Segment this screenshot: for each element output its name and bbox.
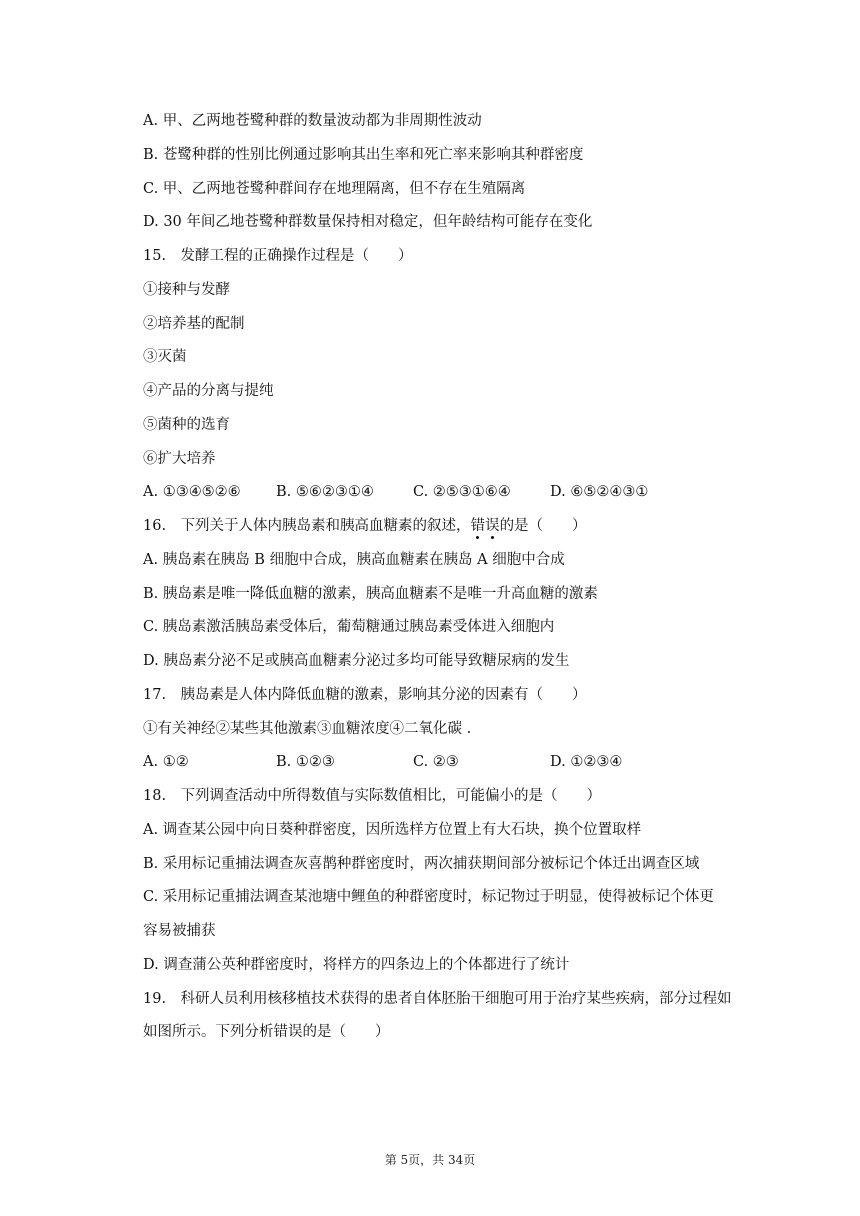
q16-option-a: A. 胰岛素在胰岛 B 细胞中合成，胰高血糖素在胰岛 A 细胞中合成 [143,552,565,568]
q16-stem [143,516,587,536]
q15-stem: 15. 发酵工程的正确操作过程是（ ） [143,248,413,264]
q19-stem-line-1: 19. 科研人员利用核移植技术获得的患者自体胚胎干细胞可用于治疗某些疾病，部分过程如 [143,991,732,1007]
q14-option-d: D. 30 年间乙地苍鹭种群数量保持相对稳定，但年龄结构可能存在变化 [143,214,593,230]
q17-factors: ①有关神经②某些其他激素③血糖浓度④二氧化碳 . [143,721,472,737]
q16-stem-end: 的是（ ） [499,518,587,534]
q16-emphasis-char-2: 误 [485,518,500,534]
q18-option-c-continued: 容易被捕获 [143,923,216,939]
q16-option-d: D. 胰岛素分泌不足或胰高血糖素分泌过多均可能导致糖尿病的发生 [143,653,570,669]
q18-option-b: B. 采用标记重捕法调查灰喜鹊种群密度时，两次捕获期间部分被标记个体迁出调查区域 [143,856,700,872]
q15-option-b: B. ⑤⑥②③①④ [276,484,374,500]
q17-stem: 17. 胰岛素是人体内降低血糖的激素，影响其分泌的因素有（ ） [143,687,587,703]
q15-option-d: D. ⑥⑤②④③① [550,484,649,500]
q18-option-a: A. 调查某公园中向日葵种群密度，因所选样方位置上有大石块，换个位置取样 [143,822,642,838]
q15-option-a: A. ①③④⑤②⑥ [143,484,241,500]
q16-option-b: B. 胰岛素是唯一降低血糖的激素，胰高血糖素不是唯一升高血糖的激素 [143,586,598,602]
q19-stem-line-2: 如图所示。下列分析错误的是（ ） [143,1024,390,1040]
page-footer: 第 5页，共 34页 [384,1153,476,1167]
q17-option-a: A. ①② [143,754,189,770]
q15-step-1: ①接种与发酵 [143,282,230,298]
q14-option-a: A. 甲、乙两地苍鹭种群的数量波动都为非周期性波动 [143,113,482,129]
q18-option-d: D. 调查蒲公英种群密度时，将样方的四条边上的个体都进行了统计 [143,957,570,973]
q16-emphasis-char-1: 错 [471,518,486,534]
q17-option-c: C. ②③ [413,754,459,770]
q15-step-4: ④产品的分离与提纯 [143,383,274,399]
emphasis-dot-icon [491,536,494,539]
q15-option-c: C. ②⑤③①⑥④ [413,484,511,500]
q17-option-b: B. ①②③ [276,754,335,770]
q16-option-c: C. 胰岛素激活胰岛素受体后，葡萄糖通过胰岛素受体进入细胞内 [143,619,555,635]
q18-stem: 18. 下列调查活动中所得数值与实际数值相比，可能偏小的是（ ） [143,788,602,804]
emphasis-dot-icon [476,536,479,539]
q15-step-2: ②培养基的配制 [143,316,245,332]
q14-option-b: B. 苍鹭种群的性别比例通过影响其出生率和死亡率来影响其种群密度 [143,147,584,163]
q15-step-3: ③灭菌 [143,349,187,365]
q14-option-c: C. 甲、乙两地苍鹭种群间存在地理隔离，但不存在生殖隔离 [143,181,526,197]
q15-step-6: ⑥扩大培养 [143,451,216,467]
q15-step-5: ⑤菌种的选育 [143,417,230,433]
q18-option-c: C. 采用标记重捕法调查某池塘中鲤鱼的种群密度时，标记物过于明显，使得被标记个体更 [143,889,714,905]
q16-stem-start: 16. 下列关于人体内胰岛素和胰高血糖素的叙述， [143,518,471,534]
q17-option-d: D. ①②③④ [550,754,623,770]
